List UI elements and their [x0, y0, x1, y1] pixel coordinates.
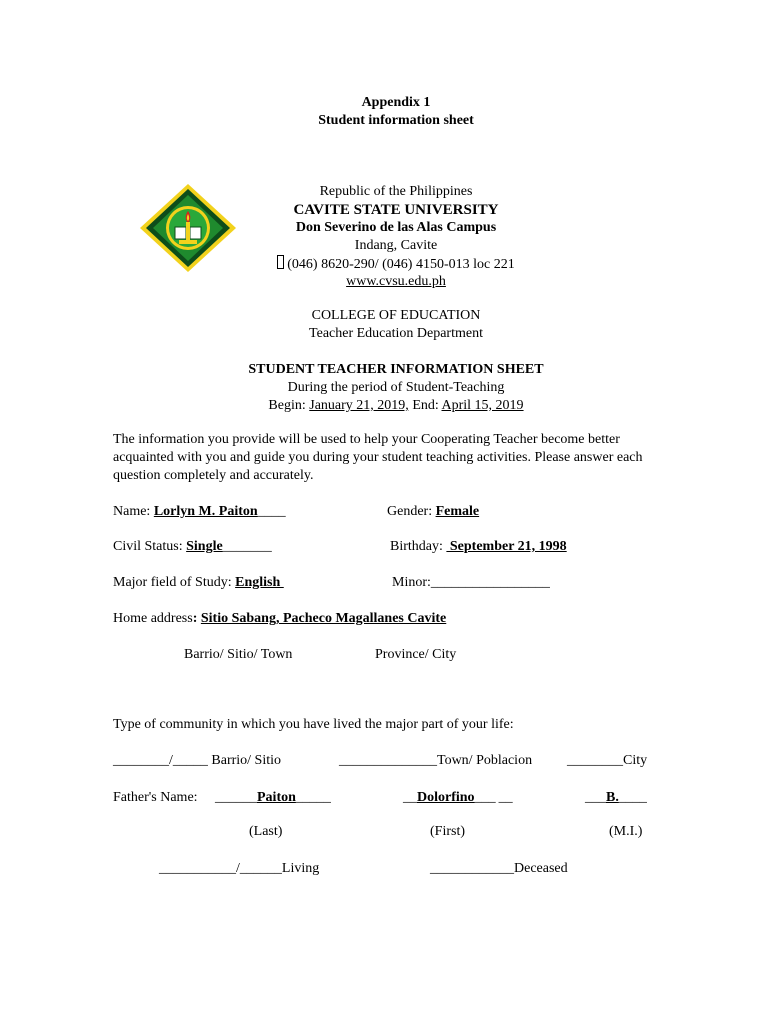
deceased-blank: _______	[430, 861, 479, 876]
town-label: Town/ Poblacion	[437, 753, 533, 768]
birthday-field	[390, 538, 567, 556]
community-option-barrio	[113, 752, 281, 770]
town-blank: ______________	[339, 753, 437, 768]
living-blank: ___________/______	[159, 861, 282, 876]
phone-icon	[277, 255, 284, 269]
father-first-tail: __	[498, 790, 513, 805]
address-sub-town: Barrio/ Sitio/ Town	[184, 647, 293, 662]
begin-date: January 21, 2019,	[309, 398, 409, 413]
barrio-label: Barrio/ Sitio	[207, 753, 282, 768]
father-first-name	[403, 789, 513, 807]
father-sub-first: (First)	[430, 824, 465, 839]
name-label: Name:	[113, 504, 151, 519]
end-label: End:	[412, 398, 439, 413]
address-sub-province: Province/ City	[375, 647, 457, 662]
living-label: Living	[281, 861, 320, 876]
department-name: Teacher Education Department	[309, 326, 483, 341]
birthday-label: Birthday:	[390, 539, 443, 554]
deceased-label: Deceased	[514, 861, 568, 876]
begin-label: Begin:	[268, 398, 306, 413]
website-link[interactable]: www.cvsu.edu.ph	[346, 274, 446, 289]
major-label: Major field of Study:	[113, 575, 232, 590]
major-field	[113, 574, 284, 592]
campus-name: Don Severino de las Alas Campus	[295, 220, 497, 235]
intro-paragraph: The information you provide will be used to help your Cooperating Teacher become better acquainted with you and guide you during your student teaching activities. Please answer each question completely and accurately.	[113, 432, 643, 483]
community-question: Type of community in which you have lived the major part of your life:	[113, 717, 514, 732]
father-last-pre: ______	[215, 790, 257, 805]
minor-label: Minor:	[392, 575, 431, 590]
major-value: English	[235, 575, 284, 590]
father-mi-value: B.	[606, 790, 619, 805]
sheet-dates	[0, 397, 768, 415]
father-middle-initial	[585, 789, 647, 807]
sheet-title: STUDENT TEACHER INFORMATION SHEET	[248, 362, 544, 377]
phone-numbers: (046) 8620-290/ (046) 4150-013 loc 221	[287, 257, 515, 272]
barrio-blank: ________/_____	[113, 753, 208, 768]
father-deceased-option	[430, 860, 568, 878]
civil-status-value: Single	[186, 539, 223, 554]
father-first-value: Dolorfino	[417, 790, 475, 805]
appendix-title: Appendix 1	[361, 95, 431, 110]
father-last-name	[215, 789, 331, 807]
gender-value: Female	[435, 504, 480, 519]
college-name: COLLEGE OF EDUCATION	[311, 308, 481, 323]
civil-status-field	[113, 538, 272, 556]
city-blank: ________	[567, 753, 623, 768]
university-name: CAVITE STATE UNIVERSITY	[293, 202, 499, 218]
father-last-value: Paiton	[257, 790, 296, 805]
father-name-label: Father's Name:	[113, 790, 198, 805]
minor-field	[392, 574, 550, 592]
appendix-subtitle: Student information sheet	[318, 113, 474, 128]
end-date: April 15, 2019	[441, 398, 524, 413]
home-address-label: Home address	[113, 611, 193, 626]
city-label: City	[623, 753, 648, 768]
name-value: Lorlyn M. Paiton	[153, 504, 258, 519]
birthday-value: September 21, 1998	[446, 539, 567, 554]
father-first-post: ___	[474, 790, 496, 805]
home-address-value: Sitio Sabang, Pacheco Magallanes Cavite	[200, 611, 447, 626]
minor-value: _________________	[430, 575, 550, 590]
father-last-post: _____	[295, 790, 331, 805]
father-sub-mi: (M.I.)	[609, 824, 643, 839]
gender-label: Gender:	[387, 504, 433, 519]
home-address-field	[113, 610, 446, 628]
deceased-blank-2: _____	[479, 861, 514, 876]
campus-location: Indang, Cavite	[354, 238, 438, 253]
father-living-option	[159, 860, 319, 878]
civil-status-label: Civil Status:	[113, 539, 183, 554]
republic-text: Republic of the Philippines	[319, 184, 473, 199]
father-sub-last: (Last)	[249, 824, 283, 839]
name-field	[113, 503, 286, 521]
home-address-colon: :	[192, 611, 198, 626]
name-pad: ____	[257, 504, 286, 519]
community-option-town	[339, 752, 532, 770]
civil-status-pad: _______	[222, 539, 272, 554]
phone-line	[0, 255, 768, 274]
community-option-city	[567, 752, 647, 770]
gender-field	[387, 503, 479, 521]
father-mi-post: ____	[618, 790, 647, 805]
sheet-period: During the period of Student-Teaching	[287, 380, 505, 395]
father-first-pre: __	[403, 790, 417, 805]
father-mi-pre: ___	[585, 790, 606, 805]
